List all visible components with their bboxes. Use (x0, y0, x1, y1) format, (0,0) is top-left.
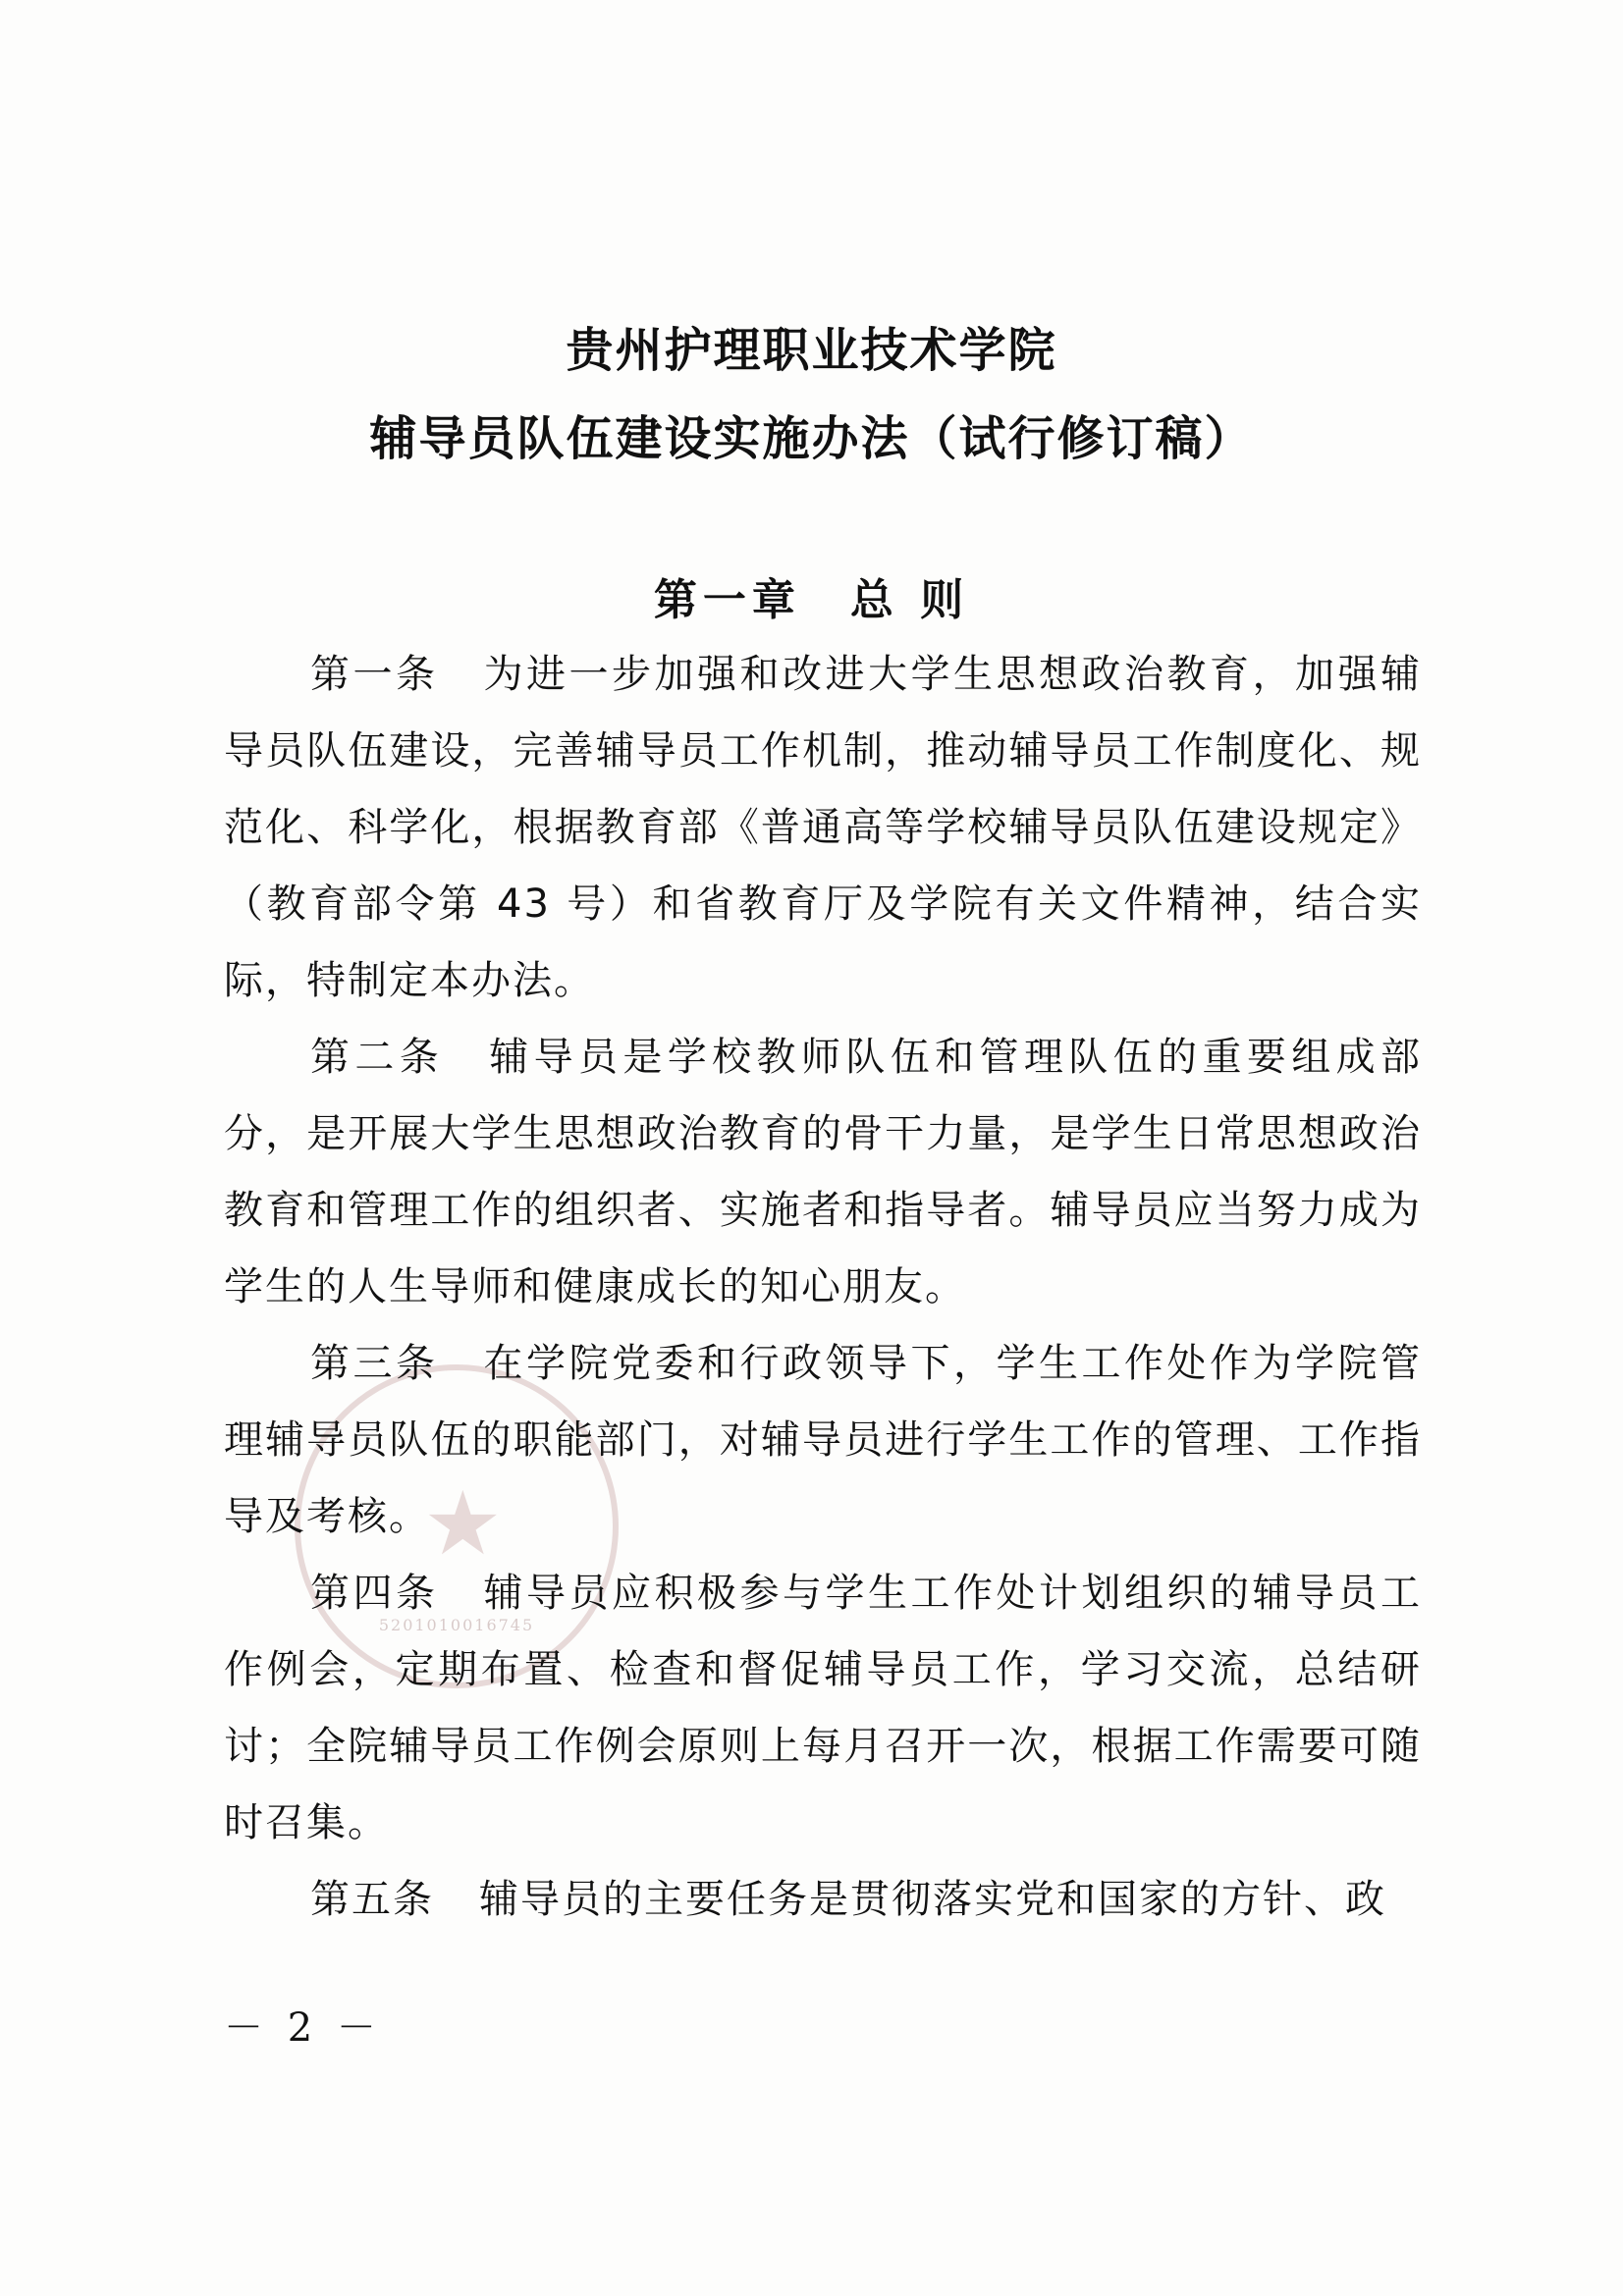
chapter-heading: 第一章 总 则 (653, 575, 970, 625)
article-4 (224, 1555, 1422, 1861)
document-body (224, 636, 1422, 1938)
seal-number: 5201010016745 (378, 1616, 535, 1634)
seal-star-icon: ★ (423, 1472, 503, 1575)
document-title-line2: 辅导员队伍建设实施办法（试行修订稿） (369, 411, 1254, 466)
article-3 (224, 1325, 1422, 1555)
article-text: 辅导员是学校教师队伍和管理队伍的重要组成部分，是开展大学生思想政治教育的骨干力量，是学生日常思想政治教育和管理工作的组织者、实施者和指导者。辅导员应当努力成为学生的人生导师和健康成长的知心朋友。 (224, 1035, 1423, 1309)
article-5 (224, 1861, 1422, 1938)
article-label: 第三条 (310, 1341, 439, 1386)
article-label: 第四条 (310, 1571, 439, 1616)
article-2 (224, 1019, 1422, 1325)
document-title-line1: 贵州护理职业技术学院 (566, 323, 1057, 378)
article-text: 为进一步加强和改进大学生思想政治教育，加强辅导员队伍建设，完善辅导员工作机制，推动辅导员工作制度化、规范化、科学化，根据教育部《普通高等学校辅导员队伍建设规定》（教育部令第 43 号）和省教育厅及学院有关文件精神，结合实际，特制定本办法。 (224, 652, 1422, 1003)
page-number: － 2 － (224, 2005, 382, 2051)
article-text: 在学院党委和行政领导下，学生工作处作为学院管理辅导员队伍的职能部门，对辅导员进行学生工作的管理、工作指导及考核。 (224, 1341, 1422, 1539)
article-1 (224, 636, 1422, 1019)
article-text: 辅导员的主要任务是贯彻落实党和国家的方针、政 (479, 1877, 1386, 1922)
article-label: 第五条 (310, 1877, 434, 1922)
article-label: 第二条 (310, 1035, 445, 1080)
article-label: 第一条 (310, 652, 439, 697)
article-text: 辅导员应积极参与学生工作处计划组织的辅导员工作例会，定期布置、检查和督促辅导员工作，学习交流，总结研讨；全院辅导员工作例会原则上每月召开一次，根据工作需要可随时召集。 (224, 1571, 1422, 1845)
